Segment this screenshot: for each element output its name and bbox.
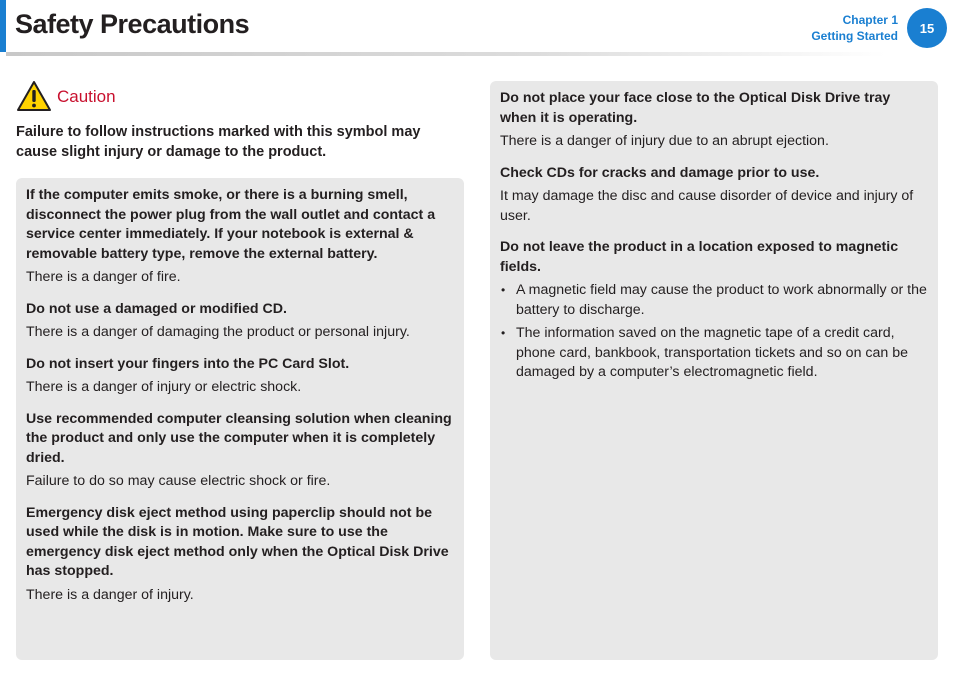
caution-label: Caution — [57, 87, 116, 106]
header-accent-bar — [0, 0, 6, 52]
precaution-title: Do not use a damaged or modified CD. — [26, 300, 287, 317]
precaution-item — [500, 164, 928, 227]
left-precautions-panel — [16, 178, 464, 660]
chapter-label — [811, 12, 898, 44]
header-divider — [6, 52, 886, 56]
precaution-item — [26, 300, 454, 343]
precaution-title: Emergency disk eject method using paperclip should not be used while the disk is in motion. Make sure to use the emergency disk eject method only when the Optical Disk Drive has stopped. — [26, 504, 449, 579]
precaution-item — [26, 355, 454, 398]
caution-intro: Failure to follow instructions marked with this symbol may cause slight injury or damage to the product. — [16, 124, 421, 160]
precaution-title: Use recommended computer cleansing solution when cleaning the product and only use the computer when it is completely dried. — [26, 410, 452, 466]
precaution-item — [500, 238, 928, 383]
precaution-body: There is a danger of injury due to an abrupt ejection. — [500, 133, 829, 149]
caution-heading — [16, 80, 116, 112]
precaution-item — [500, 89, 928, 152]
precaution-bullet-list — [500, 281, 928, 383]
precaution-item — [26, 410, 454, 492]
bullet-item: • The information saved on the magnetic tape of a credit card, phone card, bankbook, transportation tickets and so on can be damaged by a computer’s electromagnetic field. — [500, 324, 928, 383]
precaution-body: There is a danger of fire. — [26, 269, 181, 285]
precaution-title: If the computer emits smoke, or there is a burning smell, disconnect the power plug from the wall outlet and contact a service center immediately. If your notebook is external & removable battery type, remove the external battery. — [26, 187, 436, 262]
page-number-badge: 15 — [907, 8, 947, 48]
warning-triangle-icon — [16, 80, 52, 112]
precaution-title: Do not place your face close to the Optical Disk Drive tray when it is operating. — [500, 90, 891, 126]
precaution-body: There is a danger of injury or electric shock. — [26, 379, 302, 395]
precaution-body: It may damage the disc and cause disorder of device and injury of user. — [500, 188, 914, 224]
precaution-item — [26, 504, 454, 606]
chapter-section: Getting Started — [811, 29, 898, 43]
page-title: Safety Precautions — [15, 9, 250, 39]
precaution-body: There is a danger of damaging the product or personal injury. — [26, 324, 410, 340]
precaution-title: Do not leave the product in a location exposed to magnetic fields. — [500, 239, 899, 275]
right-precautions-panel — [490, 81, 938, 660]
precaution-title: Do not insert your fingers into the PC Card Slot. — [26, 355, 350, 372]
precaution-item — [26, 186, 454, 288]
precaution-body: Failure to do so may cause electric shock or fire. — [26, 473, 331, 489]
chapter-number: Chapter 1 — [842, 13, 898, 27]
precaution-body: There is a danger of injury. — [26, 586, 194, 603]
bullet-item: • A magnetic field may cause the product to work abnormally or the battery to discharge. — [500, 281, 928, 320]
precaution-title: Check CDs for cracks and damage prior to use. — [500, 164, 820, 181]
